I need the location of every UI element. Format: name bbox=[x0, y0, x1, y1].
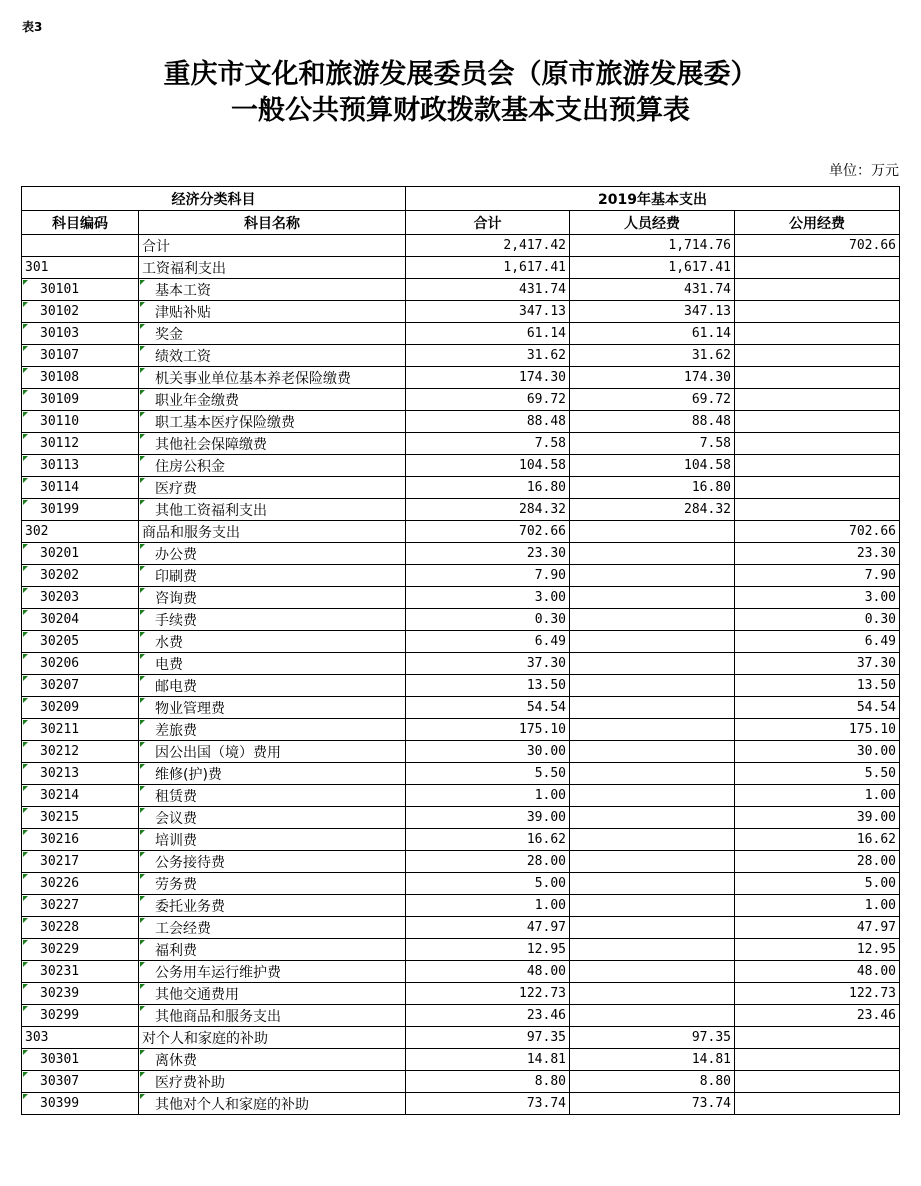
cell-code: 30209 bbox=[22, 697, 139, 719]
cell-personnel: 347.13 bbox=[570, 301, 735, 323]
cell-personnel bbox=[570, 983, 735, 1005]
cell-personnel bbox=[570, 807, 735, 829]
cell-total: 2,417.42 bbox=[406, 235, 570, 257]
cell-public: 13.50 bbox=[735, 675, 900, 697]
cell-code: 30201 bbox=[22, 543, 139, 565]
table-row bbox=[22, 653, 900, 675]
cell-personnel bbox=[570, 829, 735, 851]
header-code: 科目编码 bbox=[22, 211, 139, 235]
cell-name: 会议费 bbox=[139, 807, 406, 829]
cell-public bbox=[735, 257, 900, 279]
cell-name: 维修(护)费 bbox=[139, 763, 406, 785]
cell-total: 30.00 bbox=[406, 741, 570, 763]
table-row bbox=[22, 279, 900, 301]
table-row bbox=[22, 477, 900, 499]
cell-name: 劳务费 bbox=[139, 873, 406, 895]
cell-total: 61.14 bbox=[406, 323, 570, 345]
header-year-group: 2019年基本支出 bbox=[406, 187, 900, 211]
table-row bbox=[22, 257, 900, 279]
cell-public: 5.00 bbox=[735, 873, 900, 895]
cell-personnel bbox=[570, 587, 735, 609]
cell-personnel bbox=[570, 697, 735, 719]
cell-code: 30207 bbox=[22, 675, 139, 697]
cell-public: 23.30 bbox=[735, 543, 900, 565]
cell-name: 医疗费 bbox=[139, 477, 406, 499]
cell-public: 12.95 bbox=[735, 939, 900, 961]
table-row bbox=[22, 565, 900, 587]
cell-total: 39.00 bbox=[406, 807, 570, 829]
cell-public bbox=[735, 323, 900, 345]
cell-total: 0.30 bbox=[406, 609, 570, 631]
budget-table bbox=[21, 186, 900, 1115]
cell-personnel: 88.48 bbox=[570, 411, 735, 433]
cell-public bbox=[735, 477, 900, 499]
header-total: 合计 bbox=[406, 211, 570, 235]
cell-name: 电费 bbox=[139, 653, 406, 675]
cell-code: 30205 bbox=[22, 631, 139, 653]
cell-public: 16.62 bbox=[735, 829, 900, 851]
table-row bbox=[22, 455, 900, 477]
cell-public bbox=[735, 455, 900, 477]
cell-total: 28.00 bbox=[406, 851, 570, 873]
cell-code: 30103 bbox=[22, 323, 139, 345]
cell-name: 医疗费补助 bbox=[139, 1071, 406, 1093]
cell-personnel bbox=[570, 1005, 735, 1027]
cell-public: 7.90 bbox=[735, 565, 900, 587]
cell-personnel: 97.35 bbox=[570, 1027, 735, 1049]
cell-personnel bbox=[570, 961, 735, 983]
cell-code: 303 bbox=[22, 1027, 139, 1049]
cell-personnel: 1,714.76 bbox=[570, 235, 735, 257]
cell-code: 30212 bbox=[22, 741, 139, 763]
cell-personnel: 61.14 bbox=[570, 323, 735, 345]
cell-code: 30109 bbox=[22, 389, 139, 411]
cell-personnel bbox=[570, 543, 735, 565]
header-personnel: 人员经费 bbox=[570, 211, 735, 235]
cell-name: 基本工资 bbox=[139, 279, 406, 301]
cell-personnel: 8.80 bbox=[570, 1071, 735, 1093]
cell-code: 30211 bbox=[22, 719, 139, 741]
cell-code: 30307 bbox=[22, 1071, 139, 1093]
cell-public: 175.10 bbox=[735, 719, 900, 741]
cell-name: 福利费 bbox=[139, 939, 406, 961]
cell-personnel bbox=[570, 565, 735, 587]
cell-public: 1.00 bbox=[735, 785, 900, 807]
cell-name: 工会经费 bbox=[139, 917, 406, 939]
table-row bbox=[22, 345, 900, 367]
table-row bbox=[22, 1071, 900, 1093]
cell-total: 13.50 bbox=[406, 675, 570, 697]
cell-code: 30102 bbox=[22, 301, 139, 323]
cell-total: 104.58 bbox=[406, 455, 570, 477]
table-row bbox=[22, 785, 900, 807]
cell-name: 委托业务费 bbox=[139, 895, 406, 917]
cell-total: 23.30 bbox=[406, 543, 570, 565]
table-row bbox=[22, 719, 900, 741]
cell-code: 301 bbox=[22, 257, 139, 279]
table-row bbox=[22, 1093, 900, 1115]
cell-name: 对个人和家庭的补助 bbox=[139, 1027, 406, 1049]
cell-name: 机关事业单位基本养老保险缴费 bbox=[139, 367, 406, 389]
cell-name: 绩效工资 bbox=[139, 345, 406, 367]
cell-public: 23.46 bbox=[735, 1005, 900, 1027]
cell-personnel: 7.58 bbox=[570, 433, 735, 455]
cell-name: 租赁费 bbox=[139, 785, 406, 807]
cell-name: 公务接待费 bbox=[139, 851, 406, 873]
cell-personnel: 284.32 bbox=[570, 499, 735, 521]
cell-personnel: 16.80 bbox=[570, 477, 735, 499]
table-row bbox=[22, 741, 900, 763]
cell-name: 公务用车运行维护费 bbox=[139, 961, 406, 983]
cell-name: 职工基本医疗保险缴费 bbox=[139, 411, 406, 433]
table-row bbox=[22, 543, 900, 565]
cell-public: 6.49 bbox=[735, 631, 900, 653]
cell-code: 30214 bbox=[22, 785, 139, 807]
cell-total: 347.13 bbox=[406, 301, 570, 323]
cell-personnel bbox=[570, 917, 735, 939]
table-row bbox=[22, 829, 900, 851]
cell-name: 差旅费 bbox=[139, 719, 406, 741]
table-row bbox=[22, 895, 900, 917]
cell-personnel bbox=[570, 895, 735, 917]
table-row bbox=[22, 411, 900, 433]
cell-code: 30108 bbox=[22, 367, 139, 389]
table-row bbox=[22, 1027, 900, 1049]
cell-public bbox=[735, 1049, 900, 1071]
cell-code: 30113 bbox=[22, 455, 139, 477]
cell-personnel bbox=[570, 719, 735, 741]
cell-code: 30231 bbox=[22, 961, 139, 983]
cell-name: 水费 bbox=[139, 631, 406, 653]
cell-total: 23.46 bbox=[406, 1005, 570, 1027]
cell-public bbox=[735, 499, 900, 521]
cell-code: 30114 bbox=[22, 477, 139, 499]
cell-code: 30107 bbox=[22, 345, 139, 367]
cell-personnel: 14.81 bbox=[570, 1049, 735, 1071]
cell-name: 培训费 bbox=[139, 829, 406, 851]
cell-code: 30215 bbox=[22, 807, 139, 829]
table-row bbox=[22, 433, 900, 455]
cell-name: 其他对个人和家庭的补助 bbox=[139, 1093, 406, 1115]
cell-total: 16.62 bbox=[406, 829, 570, 851]
cell-personnel: 431.74 bbox=[570, 279, 735, 301]
cell-name: 邮电费 bbox=[139, 675, 406, 697]
cell-code: 30112 bbox=[22, 433, 139, 455]
cell-name: 因公出国（境）费用 bbox=[139, 741, 406, 763]
cell-code: 30101 bbox=[22, 279, 139, 301]
cell-total: 6.49 bbox=[406, 631, 570, 653]
cell-public: 702.66 bbox=[735, 235, 900, 257]
cell-public bbox=[735, 1071, 900, 1093]
cell-code: 302 bbox=[22, 521, 139, 543]
cell-code: 30217 bbox=[22, 851, 139, 873]
cell-code: 30226 bbox=[22, 873, 139, 895]
cell-public: 3.00 bbox=[735, 587, 900, 609]
cell-name: 津贴补贴 bbox=[139, 301, 406, 323]
cell-code: 30239 bbox=[22, 983, 139, 1005]
table-row bbox=[22, 323, 900, 345]
cell-total: 14.81 bbox=[406, 1049, 570, 1071]
header-public: 公用经费 bbox=[735, 211, 900, 235]
cell-public: 0.30 bbox=[735, 609, 900, 631]
cell-code: 30228 bbox=[22, 917, 139, 939]
cell-name: 办公费 bbox=[139, 543, 406, 565]
cell-total: 7.90 bbox=[406, 565, 570, 587]
cell-public bbox=[735, 411, 900, 433]
cell-total: 3.00 bbox=[406, 587, 570, 609]
cell-personnel bbox=[570, 521, 735, 543]
cell-name: 手续费 bbox=[139, 609, 406, 631]
cell-public: 39.00 bbox=[735, 807, 900, 829]
cell-public: 47.97 bbox=[735, 917, 900, 939]
cell-personnel bbox=[570, 675, 735, 697]
cell-public bbox=[735, 301, 900, 323]
cell-name: 住房公积金 bbox=[139, 455, 406, 477]
cell-total: 12.95 bbox=[406, 939, 570, 961]
cell-code: 30202 bbox=[22, 565, 139, 587]
cell-total: 122.73 bbox=[406, 983, 570, 1005]
cell-personnel: 73.74 bbox=[570, 1093, 735, 1115]
cell-total: 48.00 bbox=[406, 961, 570, 983]
cell-name: 其他工资福利支出 bbox=[139, 499, 406, 521]
cell-public: 122.73 bbox=[735, 983, 900, 1005]
table-row bbox=[22, 301, 900, 323]
cell-personnel bbox=[570, 873, 735, 895]
cell-personnel bbox=[570, 939, 735, 961]
table-row bbox=[22, 675, 900, 697]
cell-total: 37.30 bbox=[406, 653, 570, 675]
cell-public: 1.00 bbox=[735, 895, 900, 917]
table-number: 表3 bbox=[22, 20, 43, 34]
cell-personnel bbox=[570, 851, 735, 873]
table-row bbox=[22, 587, 900, 609]
cell-personnel: 174.30 bbox=[570, 367, 735, 389]
cell-name: 其他交通费用 bbox=[139, 983, 406, 1005]
cell-code: 30203 bbox=[22, 587, 139, 609]
cell-public: 48.00 bbox=[735, 961, 900, 983]
table-row bbox=[22, 939, 900, 961]
table-row bbox=[22, 521, 900, 543]
cell-total: 174.30 bbox=[406, 367, 570, 389]
header-name: 科目名称 bbox=[139, 211, 406, 235]
cell-name: 工资福利支出 bbox=[139, 257, 406, 279]
cell-code: 30301 bbox=[22, 1049, 139, 1071]
cell-personnel bbox=[570, 741, 735, 763]
cell-total: 1,617.41 bbox=[406, 257, 570, 279]
table-row bbox=[22, 499, 900, 521]
cell-total: 88.48 bbox=[406, 411, 570, 433]
cell-total: 5.50 bbox=[406, 763, 570, 785]
cell-total: 7.58 bbox=[406, 433, 570, 455]
cell-code: 30206 bbox=[22, 653, 139, 675]
cell-public: 30.00 bbox=[735, 741, 900, 763]
page-title: 重庆市文化和旅游发展委员会（原市旅游发展委） bbox=[163, 59, 758, 90]
cell-code: 30299 bbox=[22, 1005, 139, 1027]
cell-personnel bbox=[570, 631, 735, 653]
cell-total: 47.97 bbox=[406, 917, 570, 939]
table-row bbox=[22, 763, 900, 785]
cell-code: 30199 bbox=[22, 499, 139, 521]
cell-personnel: 31.62 bbox=[570, 345, 735, 367]
cell-name: 其他社会保障缴费 bbox=[139, 433, 406, 455]
cell-public: 37.30 bbox=[735, 653, 900, 675]
table-row bbox=[22, 1005, 900, 1027]
cell-personnel bbox=[570, 785, 735, 807]
table-body bbox=[22, 235, 900, 1115]
table-row bbox=[22, 697, 900, 719]
cell-total: 284.32 bbox=[406, 499, 570, 521]
table-row bbox=[22, 609, 900, 631]
cell-total: 97.35 bbox=[406, 1027, 570, 1049]
cell-code: 30399 bbox=[22, 1093, 139, 1115]
cell-name: 商品和服务支出 bbox=[139, 521, 406, 543]
cell-total: 1.00 bbox=[406, 895, 570, 917]
cell-public bbox=[735, 345, 900, 367]
cell-public bbox=[735, 1093, 900, 1115]
table-row bbox=[22, 917, 900, 939]
cell-total: 5.00 bbox=[406, 873, 570, 895]
cell-total: 16.80 bbox=[406, 477, 570, 499]
cell-name: 离休费 bbox=[139, 1049, 406, 1071]
cell-total: 1.00 bbox=[406, 785, 570, 807]
cell-code: 30204 bbox=[22, 609, 139, 631]
unit-label: 单位：万元 bbox=[829, 163, 899, 179]
cell-public bbox=[735, 279, 900, 301]
cell-total: 431.74 bbox=[406, 279, 570, 301]
table-row bbox=[22, 983, 900, 1005]
cell-public bbox=[735, 433, 900, 455]
table-row bbox=[22, 807, 900, 829]
table-row bbox=[22, 1049, 900, 1071]
cell-public bbox=[735, 367, 900, 389]
cell-personnel: 104.58 bbox=[570, 455, 735, 477]
cell-public bbox=[735, 389, 900, 411]
cell-code: 30213 bbox=[22, 763, 139, 785]
cell-total: 8.80 bbox=[406, 1071, 570, 1093]
cell-personnel: 1,617.41 bbox=[570, 257, 735, 279]
cell-public: 5.50 bbox=[735, 763, 900, 785]
header-category: 经济分类科目 bbox=[22, 187, 406, 211]
cell-name: 奖金 bbox=[139, 323, 406, 345]
cell-code: 30229 bbox=[22, 939, 139, 961]
cell-personnel bbox=[570, 653, 735, 675]
cell-name: 咨询费 bbox=[139, 587, 406, 609]
table-row bbox=[22, 873, 900, 895]
cell-name: 合计 bbox=[139, 235, 406, 257]
cell-name: 印刷费 bbox=[139, 565, 406, 587]
page-subtitle: 一般公共预算财政拨款基本支出预算表 bbox=[231, 95, 690, 126]
cell-public bbox=[735, 1027, 900, 1049]
cell-code: 30110 bbox=[22, 411, 139, 433]
cell-total: 702.66 bbox=[406, 521, 570, 543]
table-row bbox=[22, 851, 900, 873]
cell-total: 73.74 bbox=[406, 1093, 570, 1115]
cell-name: 职业年金缴费 bbox=[139, 389, 406, 411]
cell-code: 30216 bbox=[22, 829, 139, 851]
cell-public: 54.54 bbox=[735, 697, 900, 719]
cell-code: 30227 bbox=[22, 895, 139, 917]
table-row bbox=[22, 367, 900, 389]
cell-name: 物业管理费 bbox=[139, 697, 406, 719]
cell-total: 31.62 bbox=[406, 345, 570, 367]
cell-personnel bbox=[570, 609, 735, 631]
cell-total: 175.10 bbox=[406, 719, 570, 741]
cell-total: 69.72 bbox=[406, 389, 570, 411]
table-row bbox=[22, 961, 900, 983]
cell-total: 54.54 bbox=[406, 697, 570, 719]
table-row bbox=[22, 389, 900, 411]
table-row bbox=[22, 235, 900, 257]
cell-name: 其他商品和服务支出 bbox=[139, 1005, 406, 1027]
cell-personnel: 69.72 bbox=[570, 389, 735, 411]
cell-personnel bbox=[570, 763, 735, 785]
cell-public: 702.66 bbox=[735, 521, 900, 543]
table-row bbox=[22, 631, 900, 653]
cell-public: 28.00 bbox=[735, 851, 900, 873]
cell-code bbox=[22, 235, 139, 257]
